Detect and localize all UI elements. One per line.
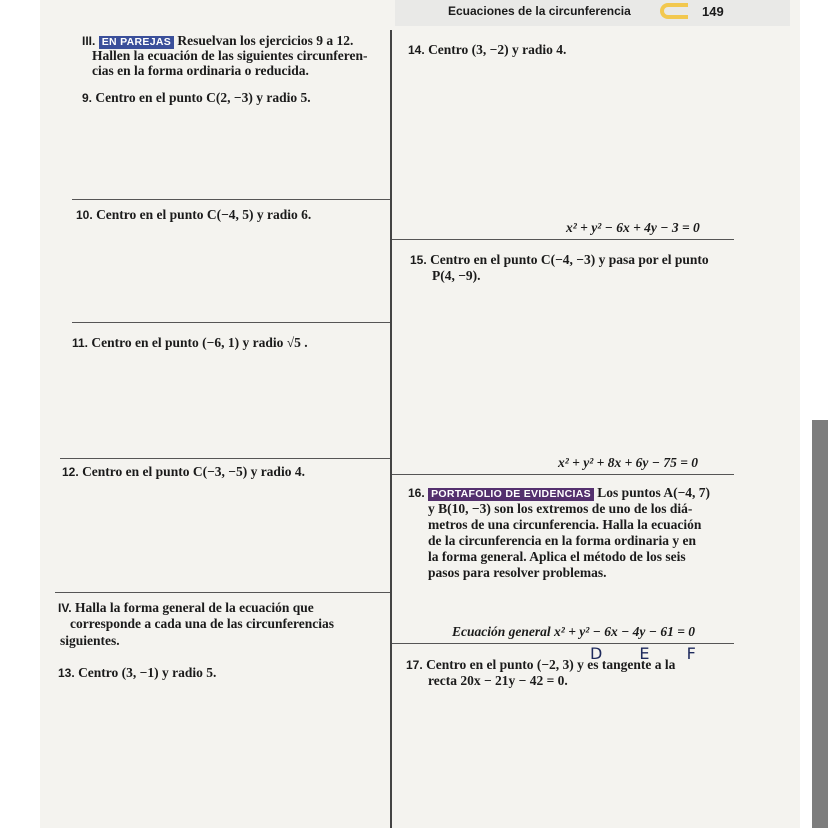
exercise-16-line4: de la circunferencia en la forma ordinaria y en bbox=[428, 533, 696, 548]
divider-15 bbox=[392, 474, 734, 475]
exercise-14: 14. Centro (3, −2) y radio 4. bbox=[408, 42, 567, 57]
exercise-15-answer: x² + y² + 8x + 6y − 75 = 0 bbox=[558, 455, 699, 470]
section-iii-line1: Resuelvan los ejercicios 9 a 12. bbox=[177, 33, 354, 48]
exercise-13: 13. Centro (3, −1) y radio 5. bbox=[58, 665, 217, 680]
exercise-16-line3: metros de una circunferencia. Halla la ecuación bbox=[428, 517, 702, 532]
divider-14 bbox=[392, 239, 734, 240]
exercise-16-line5: la forma general. Aplica el método de los seis bbox=[428, 549, 686, 564]
exercise-16-line2: y B(10, −3) son los extremos de uno de los diá- bbox=[428, 501, 693, 516]
chapter-mark-icon bbox=[660, 3, 688, 19]
section-iii-line2: Hallen la ecuación de las siguientes circunferen- bbox=[92, 48, 368, 63]
exercise-17-line2: recta 20x − 21y − 42 = 0. bbox=[428, 673, 568, 688]
portafolio-badge: PORTAFOLIO DE EVIDENCIAS bbox=[428, 488, 594, 501]
answer-label: Ecuación general bbox=[452, 624, 551, 639]
section-iv-line1: IV. Halla la forma general de la ecuación que bbox=[58, 600, 314, 615]
divider-11 bbox=[60, 458, 390, 459]
exercise-14-answer: x² + y² − 6x + 4y − 3 = 0 bbox=[566, 220, 700, 235]
exercise-17-line1: 17. Centro en el punto (−2, 3) y es tangente a la bbox=[406, 657, 676, 672]
exercise-15-line1: 15. Centro en el punto C(−4, −3) y pasa por el punto bbox=[410, 252, 709, 267]
column-divider bbox=[390, 30, 392, 828]
section-iii-line3: cias en la forma ordinaria o reducida. bbox=[92, 63, 309, 78]
exercise-15-line2: P(4, −9). bbox=[432, 268, 481, 283]
section-iv-line3: siguientes. bbox=[60, 633, 120, 648]
section-iv-line2: corresponde a cada una de las circunferencias bbox=[70, 616, 334, 631]
handwritten-annotation: D E F bbox=[590, 644, 712, 663]
header-title: Ecuaciones de la circunferencia bbox=[448, 4, 631, 18]
exercise-16-answer bbox=[452, 624, 695, 640]
scan-shadow bbox=[812, 420, 828, 828]
exercise-16-line6: pasos para resolver problemas. bbox=[428, 565, 607, 580]
divider-9 bbox=[72, 199, 390, 200]
divider-10 bbox=[72, 322, 390, 323]
answer-equation: x² + y² − 6x − 4y − 61 = 0 bbox=[554, 624, 696, 639]
en-parejas-badge: EN PAREJAS bbox=[99, 36, 174, 49]
exercise-10: 10. Centro en el punto C(−4, 5) y radio 6. bbox=[76, 207, 312, 222]
exercise-11: 11. Centro en el punto (−6, 1) y radio √5 . bbox=[72, 335, 308, 350]
section-iii-heading bbox=[82, 33, 353, 49]
textbook-page bbox=[40, 0, 800, 828]
exercise-9: 9. Centro en el punto C(2, −3) y radio 5. bbox=[82, 90, 311, 105]
page-number: 149 bbox=[702, 4, 724, 19]
exercise-16-line1: 16. PORTAFOLIO DE EVIDENCIAS Los puntos A(−4, 7) bbox=[408, 485, 711, 500]
exercise-12: 12. Centro en el punto C(−3, −5) y radio 4. bbox=[62, 464, 305, 479]
section-numeral: III. bbox=[82, 34, 96, 48]
divider-12 bbox=[55, 592, 390, 593]
